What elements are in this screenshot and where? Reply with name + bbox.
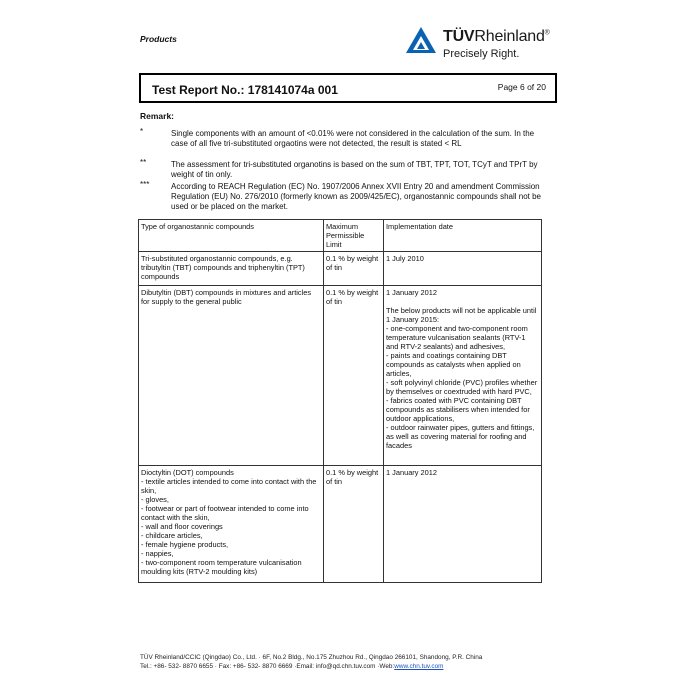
table-cell: Tri-substituted organostannic compounds, e.g. tributyltin (TBT) compounds and triphenyltin (TPT) compounds — [139, 252, 324, 286]
table-cell: 0.1 % by weight of tin — [324, 466, 384, 583]
table-cell: 1 January 2012 — [384, 466, 542, 583]
section-label: Products — [140, 34, 177, 44]
remark-heading: Remark: — [140, 111, 175, 121]
table-cell: 0.1 % by weight of tin — [324, 286, 384, 466]
table-cell: 0.1 % by weight of tin — [324, 252, 384, 286]
implementation-date: 1 January 2012 — [386, 288, 437, 297]
report-header-box — [139, 73, 557, 103]
table-row — [139, 252, 542, 286]
organotin-table — [138, 219, 542, 583]
table-row — [139, 466, 542, 583]
table-cell — [384, 286, 542, 466]
brand-name: TÜVRheinland® — [443, 28, 550, 45]
page-number: Page 6 of 20 — [497, 82, 546, 92]
exemption-list: The below products will not be applicable until 1 January 2015: - one-component and two-component room temperature vulcanisation sealants (RTV-1 and RTV-2 sealants) and adhesives, - paints and coatings containing DBT compounds as catalysts when applied on articles, - soft polyvinyl chloride (PVC) profiles whether by themselves or coextruded with hard PVC, - fabrics coated with PVC containing DBT compounds as stabilisers when intended for outdoor applications, - outdoor rainwater pipes, gutters and fittings, as well as covering material for roofing and facades — [386, 306, 538, 450]
footer-address: TÜV Rheinland/CCIC (Qingdao) Co., Ltd. · 6F, No.2 Bldg., No.175 Zhuzhou Rd., Qingdao 266101, Shandong, P.R. China — [140, 654, 483, 661]
header-cell: Maximum Permissible Limit — [324, 220, 384, 252]
header-cell: Implementation date — [384, 220, 542, 252]
tuv-logo — [405, 26, 565, 66]
triangle-logo-icon — [405, 26, 437, 54]
table-header-row — [139, 220, 542, 252]
table-cell: Dibutyltin (DBT) compounds in mixtures and articles for supply to the general public — [139, 286, 324, 466]
footer-contact: Tel.: +86- 532- 8870 6655 · Fax: +86- 532- 8870 6669 ·Email: info@qd.chn.tuv.com ·Web:www.chn.tuv.com — [140, 663, 444, 670]
header-cell: Type of organostannic compounds — [139, 220, 324, 252]
brand-tagline: Precisely Right. — [443, 48, 520, 60]
table-row — [139, 286, 542, 466]
table-cell: Dioctyltin (DOT) compounds - textile articles intended to come into contact with the skin, - gloves, - footwear or part of footwear intended to come into contact with the skin, - wall and floor coverings - childcare articles, - female hygiene products, - nappies, - two-component room temperature vulcanisation moulding kits (RTV-2 moulding kits) — [139, 466, 324, 583]
table-cell: 1 July 2010 — [384, 252, 542, 286]
page-footer — [140, 653, 482, 671]
report-title: Test Report No.: 178141074a 001 — [152, 83, 338, 97]
website-link[interactable]: www.chn.tuv.com — [394, 663, 444, 670]
